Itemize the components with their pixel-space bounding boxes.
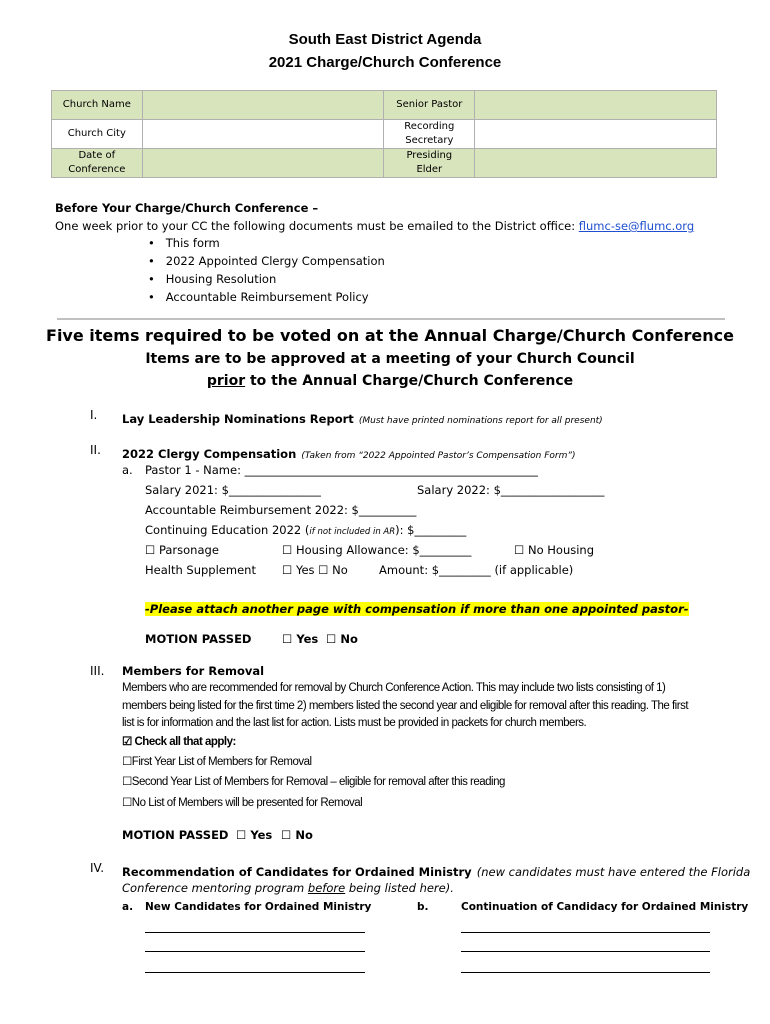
section-3-number: III. [90, 664, 105, 678]
parsonage-checkbox[interactable]: ☐ Parsonage [145, 543, 219, 557]
check-all-label: ☑ Check all that apply: [122, 736, 236, 748]
section-1-number: I. [90, 408, 98, 422]
district-email-link[interactable]: flumc-se@flumc.org [578, 219, 695, 233]
date-of-conference-label: Date of Conference [52, 149, 143, 178]
section-3-paragraph-line-2: members being listed for the first time 2) members listed the second year and eligible for removal after this reading. The first [122, 700, 689, 712]
health-amount-field[interactable]: Amount: $_________ (if applicable) [379, 563, 574, 577]
section-4b-marker: b. [417, 901, 429, 913]
senior-pastor-field[interactable] [475, 91, 717, 120]
section-2-motion-yes-checkbox[interactable]: ☐ Yes [282, 632, 319, 646]
section-3-motion-yes-checkbox[interactable]: ☐ Yes [236, 828, 273, 842]
housing-allowance-checkbox[interactable]: ☐ Housing Allowance: $_________ [282, 543, 472, 557]
continuation-label: Continuation of Candidacy for Ordained Ministry [461, 901, 749, 913]
continuation-line-1[interactable] [461, 932, 710, 933]
section-3-paragraph-line-3: list is for information and the last list for action. Lists must be provided in packets for church members. [122, 717, 587, 729]
section-3-paragraph-line-1: Members who are recommended for removal by Church Conference Action. This may include two lists consisting of 1) [122, 682, 666, 694]
page-subtitle: 2021 Charge/Church Conference [268, 54, 502, 71]
church-city-label: Church City [52, 120, 143, 149]
pastor-name-field[interactable]: Pastor 1 - Name: ___________________________________________________ [145, 463, 538, 477]
section-4-note-line-2: Conference mentoring program before being listed here). [122, 881, 454, 895]
continuing-education-field[interactable]: Continuing Education 2022 (if not included in AR): $_________ [145, 523, 467, 537]
bullet-item-housing: • Housing Resolution [148, 272, 277, 286]
section-2-heading: 2022 Clergy Compensation (Taken from “2022 Appointed Pastor’s Compensation Form”) [122, 447, 576, 461]
accountable-reimbursement-field[interactable]: Accountable Reimbursement 2022: $__________ [145, 503, 417, 517]
before-text [55, 219, 694, 233]
church-city-field[interactable] [142, 120, 384, 149]
section-2-number: II. [90, 443, 101, 457]
no-list-checkbox[interactable]: ☐No List of Members will be presented for Removal [122, 797, 363, 809]
before-heading: Before Your Charge/Church Conference – [55, 201, 319, 215]
section-3-motion-label: MOTION PASSED [122, 828, 229, 842]
presiding-elder-label: Presiding Elder [384, 149, 475, 178]
before-instructions: One week prior to your CC the following documents must be emailed to the District office: [55, 219, 576, 233]
senior-pastor-label: Senior Pastor [384, 91, 475, 120]
new-candidate-line-1[interactable] [145, 932, 365, 933]
section-1-heading: Lay Leadership Nominations Report (Must have printed nominations report for all present) [122, 412, 603, 426]
new-candidate-line-3[interactable] [145, 972, 365, 973]
first-year-list-checkbox[interactable]: ☐First Year List of Members for Removal [122, 756, 312, 768]
section-4-number: IV. [90, 861, 105, 875]
section-4a-marker: a. [122, 901, 134, 913]
section-4-heading: Recommendation of Candidates for Ordained Ministry (new candidates must have entered the Florida [122, 865, 751, 879]
church-info-table [51, 90, 717, 178]
continuation-line-2[interactable] [461, 951, 710, 952]
recording-secretary-field[interactable] [475, 120, 717, 149]
health-supplement-label: Health Supplement [145, 563, 256, 577]
section-2-motion-no-checkbox[interactable]: ☐ No [326, 632, 358, 646]
second-year-list-checkbox[interactable]: ☐Second Year List of Members for Removal – eligible for removal after this reading [122, 776, 505, 788]
bullet-item-reimbursement: • Accountable Reimbursement Policy [148, 290, 369, 304]
church-name-label: Church Name [52, 91, 143, 120]
date-of-conference-field[interactable] [142, 149, 384, 178]
continuation-line-3[interactable] [461, 972, 710, 973]
health-yes-no-checkbox[interactable]: ☐ Yes ☐ No [282, 563, 348, 577]
main-subheading-2: prior to the Annual Charge/Church Conference [206, 373, 574, 389]
section-3-heading: Members for Removal [122, 664, 265, 678]
page-title: South East District Agenda [288, 31, 482, 48]
attach-note: -Please attach another page with compensation if more than one appointed pastor- [145, 602, 689, 616]
main-heading: Five items required to be voted on at the Annual Charge/Church Conference [46, 326, 734, 345]
divider [57, 318, 725, 320]
presiding-elder-field[interactable] [475, 149, 717, 178]
salary-2021-field[interactable]: Salary 2021: $________________ [145, 483, 321, 497]
main-subheading-1: Items are to be approved at a meeting of your Church Council [145, 351, 635, 367]
recording-secretary-label: Recording Secretary [384, 120, 475, 149]
new-candidate-line-2[interactable] [145, 951, 365, 952]
bullet-item-form: • This form [148, 236, 220, 250]
bullet-item-compensation: • 2022 Appointed Clergy Compensation [148, 254, 385, 268]
new-candidates-label: New Candidates for Ordained Ministry [145, 901, 372, 913]
section-2a-marker: a. [122, 463, 133, 477]
church-name-field[interactable] [142, 91, 384, 120]
salary-2022-field[interactable]: Salary 2022: $__________________ [417, 483, 605, 497]
section-2-motion-label: MOTION PASSED [145, 632, 252, 646]
no-housing-checkbox[interactable]: ☐ No Housing [514, 543, 595, 557]
section-3-motion-no-checkbox[interactable]: ☐ No [281, 828, 313, 842]
